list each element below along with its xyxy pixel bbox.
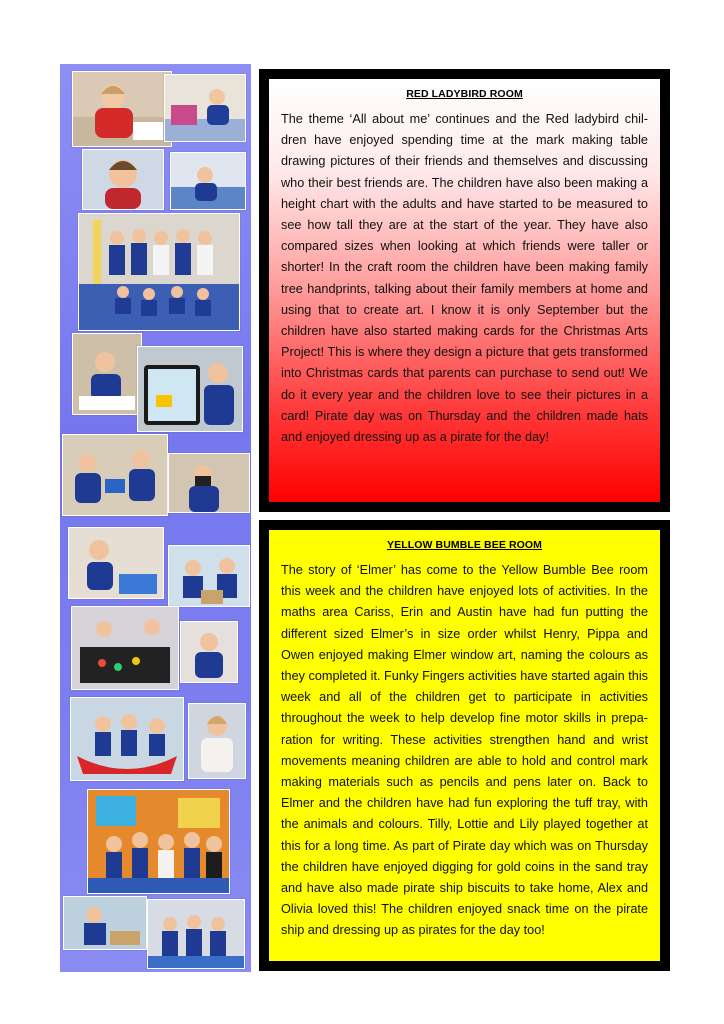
photo-girl-reading — [170, 152, 246, 210]
photo-children-sand — [63, 896, 147, 950]
photo-group-art-wall — [87, 789, 230, 894]
photo-tuff-tray — [71, 606, 179, 690]
photo-children-snack — [147, 899, 245, 969]
photo-child-drawing — [72, 71, 172, 147]
red-ladybird-panel — [259, 69, 670, 512]
photo-children-clipboard — [62, 434, 168, 516]
red-room-body: The theme ‘All about me’ continues and the Red ladybird chil-dren have enjoyed spending time at the mark making table drawing pictures of their friends and themselves and discussing who their best friends are. The children have also been making a height chart with the adults and have started to be measured to see how tall they are at the start of the year. They have also compared sizes when looking at which friends were taller or shorter! In the craft room the children have been making family tree handprints, talking about their family members at home and using that to create art. I know it is only September but the children have also started making cards for the Christmas Arts Project! This is where they design a picture that gets transformed into Christmas cards that parents can purchase to send out! We do it every year and the children love to see their pictures in a card! Pirate day was on Thursday and the children made hats and enjoyed dressing up as a pirate for the day! — [281, 112, 648, 445]
photo-boy-tablet — [137, 346, 243, 432]
photo-girl-painting — [180, 621, 238, 683]
red-room-title: RED LADYBIRD ROOM — [406, 88, 523, 100]
photo-pirate-ship-ride — [70, 697, 184, 781]
photo-boy-worksheet — [72, 333, 142, 415]
red-panel-content — [269, 79, 660, 502]
photo-girl-white-top — [188, 703, 246, 779]
photo-sandpit — [168, 545, 250, 607]
photo-children-table — [164, 74, 246, 142]
photo-girl-blocks — [68, 527, 164, 599]
photo-group-height-chart — [78, 213, 240, 331]
photo-boy-closeup — [82, 149, 164, 210]
yellow-panel-content — [269, 530, 660, 961]
yellow-room-title: YELLOW BUMBLE BEE ROOM — [386, 539, 543, 551]
yellow-bumble-bee-panel — [259, 520, 670, 971]
photo-boy-camera — [168, 453, 250, 513]
yellow-room-body: The story of ‘Elmer’ has come to the Yellow Bumble Bee room this week and the children have enjoyed lots of activities. In the maths area Cariss, Erin and Austin have had fun putting the different sized Elmer’s in size order whilst Henry, Pippa and Owen enjoyed making Elmer window art, naming the colours as they completed it. Funky Fingers activities have started again this week and all of the children get to participate in activities throughout the week to help develop fine motor skills in prepa-ration for writing. These activities strengthen hand and wrist movements meaning children are able to hold and control mark making materials such as pencils and pens later on. Back to Elmer and the children have had fun exploring the tuff tray, with the animals and colours. Tilly, Lottie and Lily played together at this for a long time. As part of Pirate day which was on Thursday the children have enjoyed digging for gold coins in the sand tray and have also made pirate ship biscuits to take home, Alex and Olivia loved this! The children enjoyed snack time on the pirate ship and dressing up as pirates for the day too! — [281, 563, 648, 938]
